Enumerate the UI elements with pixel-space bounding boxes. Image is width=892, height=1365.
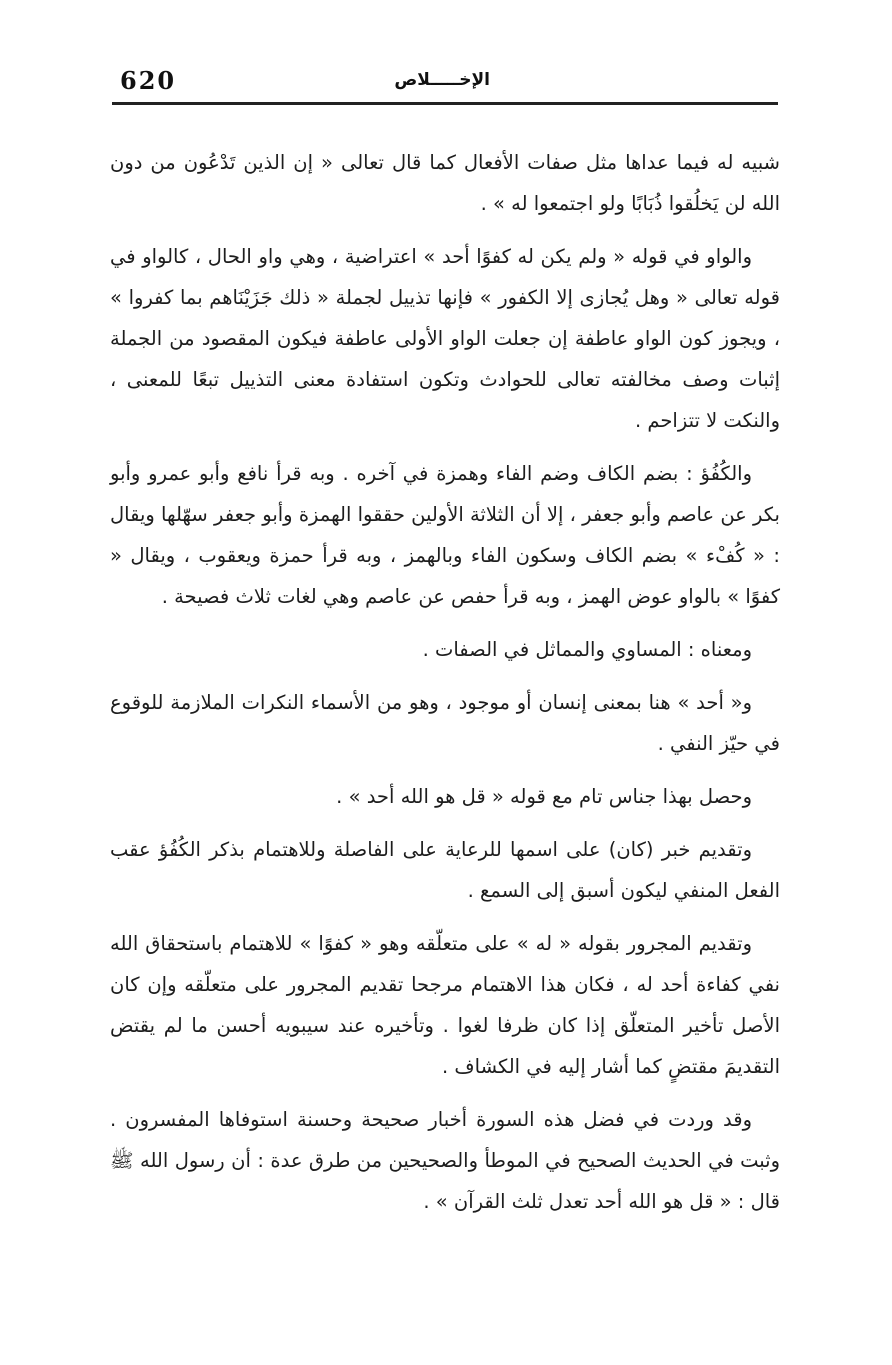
paragraph: ومعناه : المساوي والمماثل في الصفات . bbox=[422, 638, 752, 661]
paragraph: و« أحد » هنا بمعنى إنسان أو موجود ، وهو من الأسماء النكرات الملازمة للوقوع في حيّز النفي . bbox=[110, 691, 780, 755]
body-text bbox=[110, 142, 780, 1234]
paragraph: وتقديم خبر (كان) على اسمها للرعاية على الفاصلة وللاهتمام بذكر الكُفُؤ عقب الفعل المنفي ليكون أسبق إلى السمع . bbox=[110, 838, 780, 902]
running-header bbox=[112, 62, 778, 104]
header-rule bbox=[112, 102, 778, 105]
page-number: 620 bbox=[120, 66, 177, 95]
paragraph: والواو في قوله « ولم يكن له كفوًا أحد » اعتراضية ، وهي واو الحال ، كالواو في قوله تعالى « وهل يُجازى إلا الكفور » فإنها تذييل لجملة « ذلك جَزَيْنَاهم بما كفروا » ، ويجوز كون الواو عاطفة إن جعلت الواو الأولى عاطفة فيكون المقصود من الجملة إثبات وصف مخالفته تعالى للحوادث وتكون استفادة معنى التذييل تبعًا للمعنى ، والنكت لا تتزاحم . bbox=[110, 245, 780, 432]
paragraph: وقد وردت في فضل هذه السورة أخبار صحيحة وحسنة استوفاها المفسرون . وثبت في الحديث الصحيح في الموطأ والصحيحين من طرق عدة : أن رسول الله ﷺ قال : « قل هو الله أحد تعدل ثلث القرآن » . bbox=[110, 1108, 780, 1213]
paragraph: شبيه له فيما عداها مثل صفات الأفعال كما قال تعالى « إن الذين تَدْعُون من دون الله لن يَخلُقوا ذُبَابًا ولو اجتمعوا له » . bbox=[110, 151, 780, 215]
surah-title: الإخـــــلاص bbox=[394, 70, 490, 90]
paragraph: وتقديم المجرور بقوله « له » على متعلّقه وهو « كفوًا » للاهتمام باستحقاق الله نفي كفاءة أحد له ، فكان هذا الاهتمام مرجحا تقديم المجرور على متعلّقه وإن كان الأصل تأخير المتعلّق إذا كان ظرفا لغوا . وتأخيره عند سيبويه أحسن ما لم يقتض التقديمَ مقتضٍ كما أشار إليه في الكشاف . bbox=[110, 932, 780, 1078]
paragraph: وحصل بهذا جناس تام مع قوله « قل هو الله أحد » . bbox=[336, 785, 752, 808]
paragraph: والكُفُؤ : بضم الكاف وضم الفاء وهمزة في آخره . وبه قرأ نافع وأبو عمرو وأبو بكر عن عاصم وأبو جعفر ، إلا أن الثلاثة الأولين حققوا الهمزة وأبو جعفر سهّلها ويقال : « كُفْء » بضم الكاف وسكون الفاء وبالهمز ، وبه قرأ حمزة ويعقوب ، ويقال « كفوًا » بالواو عوض الهمز ، وبه قرأ حفص عن عاصم وهي لغات ثلاث فصيحة . bbox=[110, 462, 780, 608]
